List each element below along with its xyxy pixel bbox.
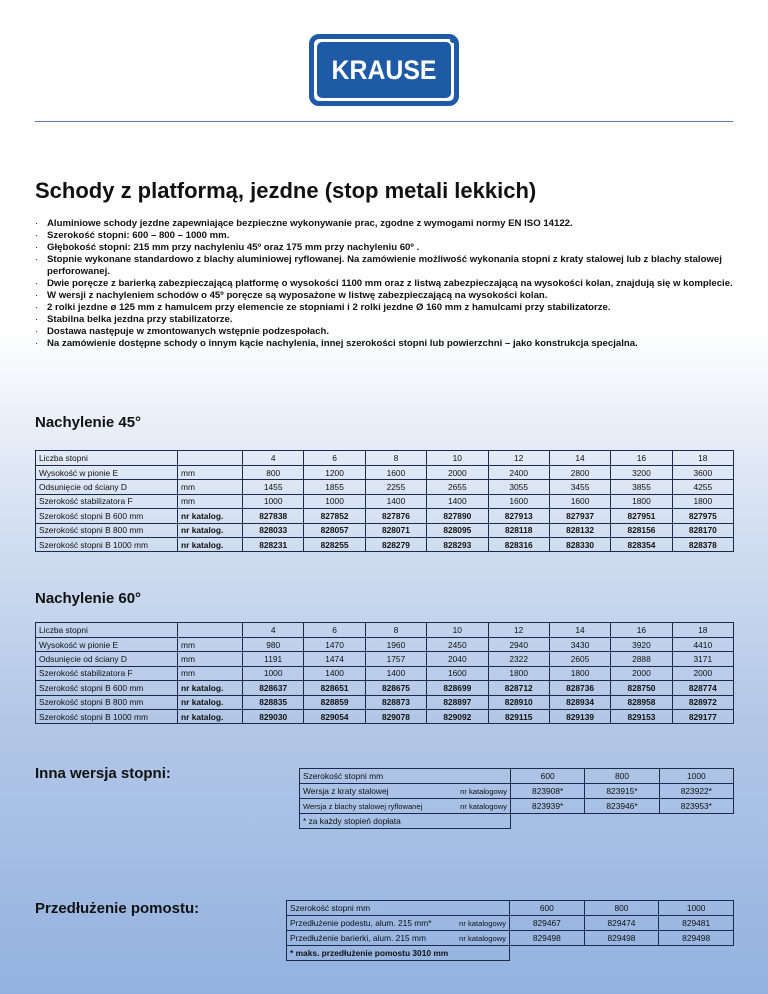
- cell-value: 827838: [243, 509, 304, 523]
- cell-value: 800: [243, 466, 304, 480]
- row-label: Wersja z blachy stalowej ryflowanej: [300, 799, 455, 814]
- header-value: 600: [511, 769, 585, 784]
- cell-value: 828354: [611, 537, 672, 551]
- bullet-text: Na zamówienie dostępne schody o innym kącie nachylenia, innej szerokości stopni lub powierzchni – jako konstrukcja specjalna.: [47, 338, 638, 349]
- row-label: Szerokość stopni B 600 mm: [36, 509, 178, 523]
- bullet-text: Stopnie wykonane standardowo z blachy aluminiowej ryflowanej. Na zamówienie możliwość wykonania stopni z kraty stalowej lub z blachy stalowej perforowanej.: [47, 254, 722, 277]
- cell-value: 2940: [488, 638, 549, 652]
- page-title: Schody z platformą, jezdne (stop metali lekkich): [35, 178, 537, 203]
- table-row: [36, 466, 734, 480]
- row-unit: nr katalog.: [178, 537, 243, 551]
- header-value: 600: [510, 901, 585, 916]
- cell-value: 1000: [243, 666, 304, 680]
- cell-value: 828750: [611, 681, 672, 695]
- feature-bullet: [35, 278, 735, 290]
- cell-value: 829139: [549, 709, 610, 723]
- cell-value: 2888: [611, 652, 672, 666]
- cell-value: 8: [365, 623, 426, 638]
- cell-value: 828330: [549, 537, 610, 551]
- row-unit: nr katalogowy: [443, 916, 510, 931]
- header-label: Szerokość stopni mm: [287, 901, 510, 916]
- cell-value: 827975: [672, 509, 733, 523]
- cell-value: 2322: [488, 652, 549, 666]
- cell-value: 10: [427, 451, 488, 466]
- header-value: 800: [584, 901, 659, 916]
- cell-value: 829177: [672, 709, 733, 723]
- feature-bullet: [35, 254, 735, 278]
- logo-text: KRAUSE: [331, 54, 437, 85]
- cell-value: 828859: [304, 695, 365, 709]
- row-unit: nr katalogowy: [443, 931, 510, 946]
- bullet-dot-icon: ·: [35, 218, 39, 229]
- cell-value: 1400: [304, 666, 365, 680]
- cell-value: 3055: [488, 480, 549, 494]
- cell-value: 2655: [427, 480, 488, 494]
- steps-heading: Inna wersja stopni:: [35, 765, 171, 782]
- cell-value: 828378: [672, 537, 733, 551]
- table-note-row: [300, 814, 734, 829]
- cell-value: 829030: [243, 709, 304, 723]
- row-label: Szerokość stabilizatora F: [36, 494, 178, 508]
- cell-value: 828255: [304, 537, 365, 551]
- cell-value: 1400: [427, 494, 488, 508]
- table-row: [36, 623, 734, 638]
- feature-bullet: [35, 326, 735, 338]
- cell-value: 1757: [365, 652, 426, 666]
- cell-value: 823953*: [659, 799, 733, 814]
- bullet-text: 2 rolki jezdne ø 125 mm z hamulcem przy elemencie ze stopniami i 2 rolki jezdne Ø 160 mm z hamulcami przy stabilizatorze.: [47, 302, 611, 313]
- header-value: 1000: [659, 769, 733, 784]
- feature-bullet: [35, 314, 735, 326]
- cell-value: 1400: [365, 494, 426, 508]
- cell-value: 16: [611, 623, 672, 638]
- cell-value: 829092: [427, 709, 488, 723]
- table-row: [36, 537, 734, 551]
- cell-value: 829498: [510, 931, 585, 946]
- bullet-dot-icon: ·: [35, 230, 39, 241]
- table-note-row: [287, 946, 734, 961]
- table-slope-45: [35, 450, 734, 552]
- header-value: 800: [585, 769, 659, 784]
- row-label: Wysokość w pionie E: [36, 638, 178, 652]
- row-unit: mm: [178, 666, 243, 680]
- row-unit: nr katalog.: [178, 509, 243, 523]
- table-slope-60: [35, 622, 734, 724]
- bullet-dot-icon: ·: [35, 290, 39, 301]
- cell-value: 828651: [304, 681, 365, 695]
- cell-value: 1600: [365, 466, 426, 480]
- cell-value: 829115: [488, 709, 549, 723]
- cell-value: 3455: [549, 480, 610, 494]
- cell-value: 829498: [659, 931, 734, 946]
- cell-value: 829498: [584, 931, 659, 946]
- row-unit: nr katalog.: [178, 695, 243, 709]
- cell-value: 827876: [365, 509, 426, 523]
- feature-bullet: [35, 290, 735, 302]
- cell-value: 1000: [243, 494, 304, 508]
- cell-value: 1400: [365, 666, 426, 680]
- table-row: [287, 916, 734, 931]
- feature-bullet: [35, 302, 735, 314]
- cell-value: 829467: [510, 916, 585, 931]
- cell-value: 3430: [549, 638, 610, 652]
- header-label: Szerokość stopni mm: [300, 769, 511, 784]
- bullet-text: Głębokość stopni: 215 mm przy nachyleniu 45º oraz 175 mm przy nachyleniu 60º .: [47, 242, 420, 253]
- cell-value: 823922*: [659, 784, 733, 799]
- row-unit: mm: [178, 652, 243, 666]
- cell-value: 18: [672, 451, 733, 466]
- bullet-text: Dostawa następuje w zmontowanych wstępnie podzespołach.: [47, 326, 329, 337]
- cell-value: 828095: [427, 523, 488, 537]
- cell-value: 828071: [365, 523, 426, 537]
- bullet-dot-icon: ·: [35, 326, 39, 337]
- cell-value: 827852: [304, 509, 365, 523]
- row-unit: mm: [178, 638, 243, 652]
- bullet-text: Szerokość stopni: 600 – 800 – 1000 mm.: [47, 230, 230, 241]
- cell-value: 828934: [549, 695, 610, 709]
- cell-value: 829474: [584, 916, 659, 931]
- cell-value: 4255: [672, 480, 733, 494]
- row-label: Szerokość stopni B 800 mm: [36, 695, 178, 709]
- row-label: Liczba stopni: [36, 451, 178, 466]
- cell-value: 8: [365, 451, 426, 466]
- cell-value: 828033: [243, 523, 304, 537]
- table-row: [36, 666, 734, 680]
- row-unit: nr katalog.: [178, 709, 243, 723]
- row-label: Szerokość stabilizatora F: [36, 666, 178, 680]
- cell-value: 1855: [304, 480, 365, 494]
- krause-logo: [309, 34, 459, 106]
- extension-heading: Przedłużenie pomostu:: [35, 900, 200, 917]
- cell-value: 828293: [427, 537, 488, 551]
- cell-value: 2000: [427, 466, 488, 480]
- cell-value: 2400: [488, 466, 549, 480]
- cell-value: 828897: [427, 695, 488, 709]
- cell-value: 18: [672, 623, 733, 638]
- cell-value: 6: [304, 623, 365, 638]
- cell-value: 12: [488, 451, 549, 466]
- row-label: Szerokość stopni B 800 mm: [36, 523, 178, 537]
- row-label: Wersja z kraty stalowej: [300, 784, 455, 799]
- bullet-dot-icon: ·: [35, 242, 39, 253]
- cell-value: 2605: [549, 652, 610, 666]
- cell-value: 828873: [365, 695, 426, 709]
- cell-value: 828170: [672, 523, 733, 537]
- cell-value: 828958: [611, 695, 672, 709]
- table-row: [36, 523, 734, 537]
- table-row: [36, 709, 734, 723]
- row-label: Szerokość stopni B 1000 mm: [36, 537, 178, 551]
- row-label: Przedłużenie barierki, alum. 215 mm: [287, 931, 444, 946]
- cell-value: 829153: [611, 709, 672, 723]
- bullet-dot-icon: ·: [35, 302, 39, 313]
- cell-value: 14: [549, 623, 610, 638]
- row-label: Przedłużenie podestu, alum. 215 mm*: [287, 916, 444, 931]
- cell-value: 828231: [243, 537, 304, 551]
- bullet-text: Dwie poręcze z barierką zabezpieczającą platformę o wysokości 1100 mm oraz z listwą zabezpieczającą na wysokości kolan, znajdują się w komplecie.: [47, 278, 733, 289]
- header-value: 1000: [659, 901, 734, 916]
- row-unit: mm: [178, 480, 243, 494]
- cell-value: 6: [304, 451, 365, 466]
- cell-value: 829054: [304, 709, 365, 723]
- cell-value: 3600: [672, 466, 733, 480]
- row-unit: nr katalog.: [178, 681, 243, 695]
- cell-value: 827937: [549, 509, 610, 523]
- row-label: Szerokość stopni B 600 mm: [36, 681, 178, 695]
- table-header-row: [300, 769, 734, 784]
- cell-value: 827890: [427, 509, 488, 523]
- cell-value: 828835: [243, 695, 304, 709]
- cell-value: 1600: [549, 494, 610, 508]
- table-platform-extension: [286, 900, 734, 961]
- cell-value: 828972: [672, 695, 733, 709]
- cell-value: 4: [243, 623, 304, 638]
- cell-value: 827913: [488, 509, 549, 523]
- cell-value: 823908*: [511, 784, 585, 799]
- cell-value: 828156: [611, 523, 672, 537]
- feature-bullet: [35, 218, 735, 230]
- cell-value: 1800: [549, 666, 610, 680]
- row-label: Odsunięcie od ściany D: [36, 652, 178, 666]
- cell-value: 828712: [488, 681, 549, 695]
- cell-value: 2450: [427, 638, 488, 652]
- cell-value: 828637: [243, 681, 304, 695]
- table-note: * maks. przedłużenie pomostu 3010 mm: [287, 946, 510, 961]
- cell-value: 16: [611, 451, 672, 466]
- row-unit: nr katalogowy: [454, 784, 511, 799]
- cell-value: 827951: [611, 509, 672, 523]
- section-45-heading: Nachylenie 45°: [35, 414, 142, 431]
- bullet-text: Aluminiowe schody jezdne zapewniające bezpieczne wykonywanie prac, zgodne z wymogami normy EN ISO 14122.: [47, 218, 573, 229]
- cell-value: 980: [243, 638, 304, 652]
- bullet-dot-icon: ·: [35, 278, 39, 289]
- row-unit: [178, 451, 243, 466]
- cell-value: 828774: [672, 681, 733, 695]
- row-label: Szerokość stopni B 1000 mm: [36, 709, 178, 723]
- cell-value: 1470: [304, 638, 365, 652]
- cell-value: 1474: [304, 652, 365, 666]
- bullet-dot-icon: ·: [35, 338, 39, 349]
- cell-value: 1960: [365, 638, 426, 652]
- row-unit: nr katalog.: [178, 523, 243, 537]
- row-label: Liczba stopni: [36, 623, 178, 638]
- cell-value: 1800: [488, 666, 549, 680]
- cell-value: 828279: [365, 537, 426, 551]
- feature-bullet: [35, 338, 735, 350]
- cell-value: 823939*: [511, 799, 585, 814]
- feature-bullet: [35, 242, 735, 254]
- table-row: [300, 799, 734, 814]
- cell-value: 828316: [488, 537, 549, 551]
- cell-value: 1200: [304, 466, 365, 480]
- cell-value: 2000: [611, 666, 672, 680]
- bullet-text: W wersji z nachyleniem schodów o 45º poręcze są wyposażone w listwę zabezpieczającą na wysokości kolan.: [47, 290, 548, 301]
- cell-value: 2255: [365, 480, 426, 494]
- cell-value: 1191: [243, 652, 304, 666]
- row-unit: [178, 623, 243, 638]
- row-unit: mm: [178, 494, 243, 508]
- row-unit: nr katalogowy: [454, 799, 511, 814]
- cell-value: 823915*: [585, 784, 659, 799]
- bullet-dot-icon: ·: [35, 254, 39, 265]
- cell-value: 829481: [659, 916, 734, 931]
- cell-value: 1000: [304, 494, 365, 508]
- feature-bullet: [35, 230, 735, 242]
- cell-value: 829078: [365, 709, 426, 723]
- cell-value: 828736: [549, 681, 610, 695]
- bullet-text: Stabilna belka jezdna przy stabilizatorze.: [47, 314, 233, 325]
- cell-value: 2040: [427, 652, 488, 666]
- cell-value: 2000: [672, 666, 733, 680]
- table-row: [36, 494, 734, 508]
- cell-value: 1600: [488, 494, 549, 508]
- table-row: [36, 695, 734, 709]
- cell-value: 4: [243, 451, 304, 466]
- cell-value: 828699: [427, 681, 488, 695]
- cell-value: 14: [549, 451, 610, 466]
- table-row: [36, 681, 734, 695]
- section-60-heading: Nachylenie 60°: [35, 590, 142, 607]
- table-row: [36, 652, 734, 666]
- table-row: [300, 784, 734, 799]
- cell-value: 1455: [243, 480, 304, 494]
- bullet-dot-icon: ·: [35, 314, 39, 325]
- cell-value: 4410: [672, 638, 733, 652]
- row-label: Wysokość w pionie E: [36, 466, 178, 480]
- cell-value: 828132: [549, 523, 610, 537]
- cell-value: 1600: [427, 666, 488, 680]
- row-label: Odsunięcie od ściany D: [36, 480, 178, 494]
- feature-list: [35, 218, 735, 350]
- row-unit: mm: [178, 466, 243, 480]
- table-note: * za każdy stopień dopłata: [300, 814, 511, 829]
- cell-value: 10: [427, 623, 488, 638]
- cell-value: 2800: [549, 466, 610, 480]
- cell-value: 828675: [365, 681, 426, 695]
- cell-value: 1800: [611, 494, 672, 508]
- cell-value: 828057: [304, 523, 365, 537]
- table-row: [287, 931, 734, 946]
- cell-value: 3920: [611, 638, 672, 652]
- cell-value: 3171: [672, 652, 733, 666]
- cell-value: 12: [488, 623, 549, 638]
- table-row: [36, 480, 734, 494]
- cell-value: 3855: [611, 480, 672, 494]
- table-row: [36, 451, 734, 466]
- table-step-versions: [299, 768, 734, 829]
- table-row: [36, 509, 734, 523]
- cell-value: 828910: [488, 695, 549, 709]
- cell-value: 1800: [672, 494, 733, 508]
- cell-value: 3200: [611, 466, 672, 480]
- cell-value: 823946*: [585, 799, 659, 814]
- header-divider: [35, 121, 733, 122]
- table-row: [36, 638, 734, 652]
- cell-value: 828118: [488, 523, 549, 537]
- table-header-row: [287, 901, 734, 916]
